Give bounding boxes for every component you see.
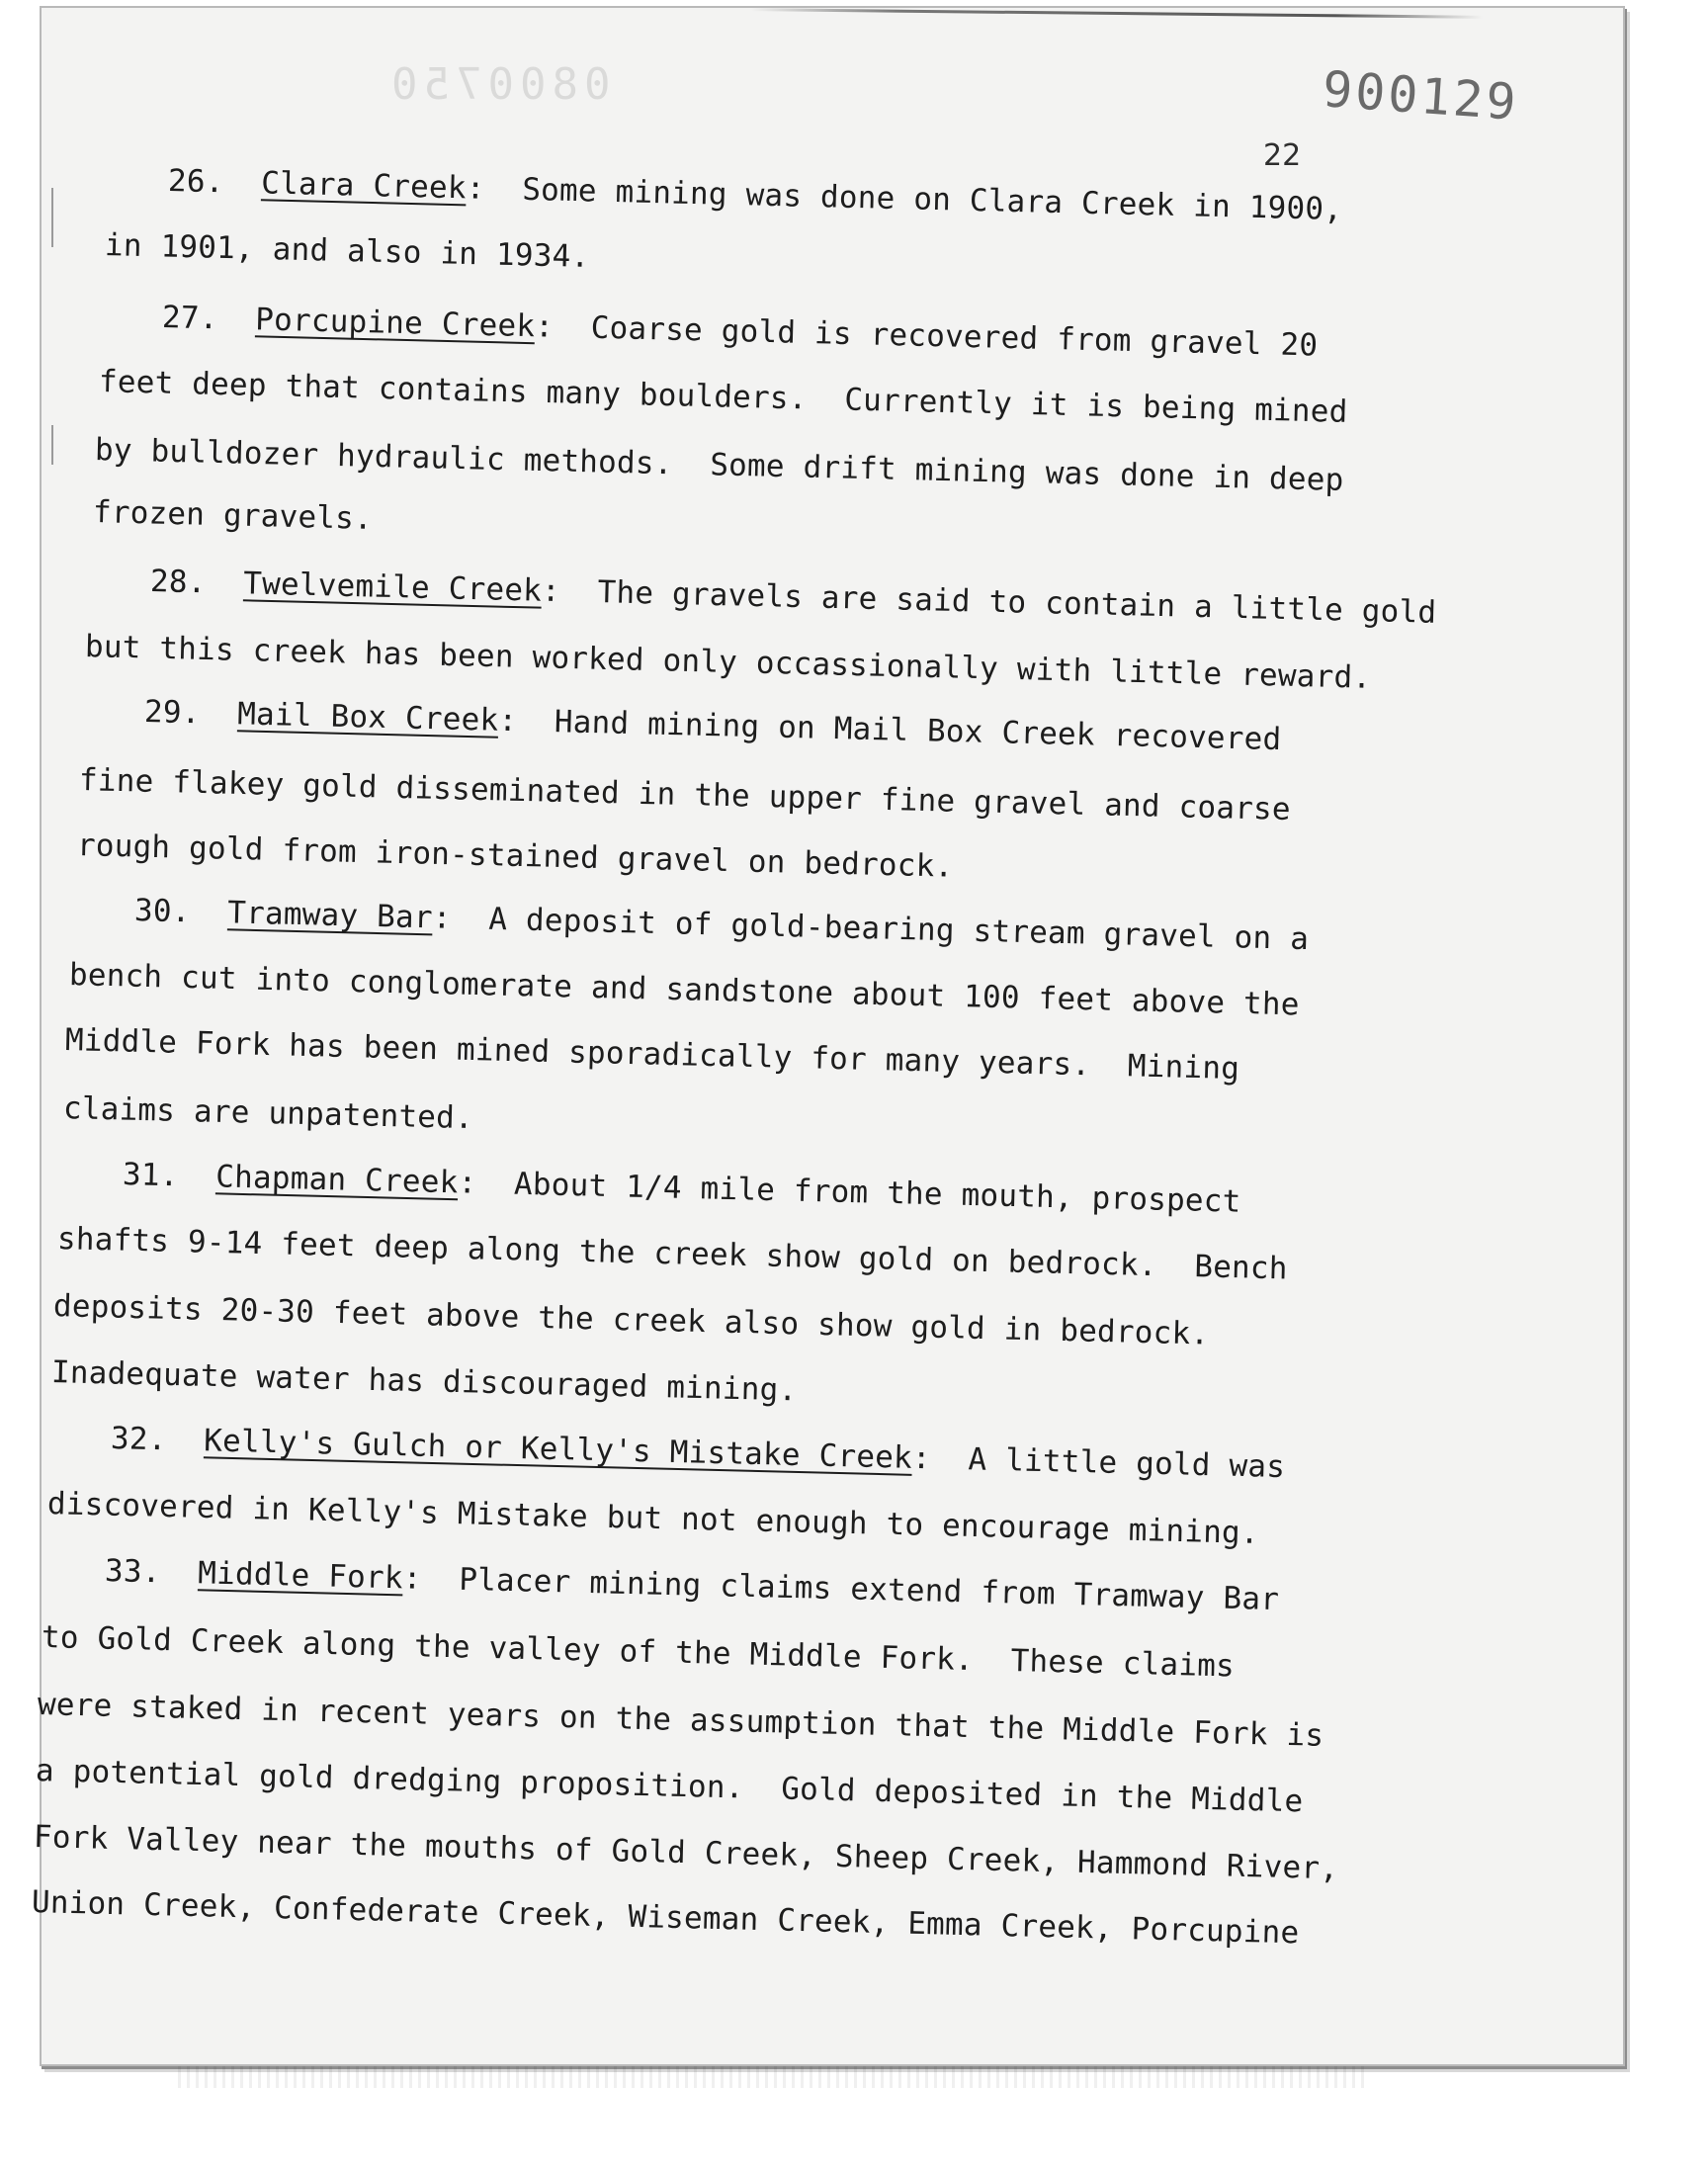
entry-line: were staked in recent years on the assumption that the Middle Fork is	[37, 1687, 1324, 1754]
entry-title: Chapman Creek	[214, 1159, 459, 1201]
entry-title: Clara Creek	[260, 165, 468, 207]
entry-number: 33.	[104, 1553, 162, 1591]
entry-line: Union Creek, Confederate Creek, Wiseman Creek, Emma Creek, Porcupine	[31, 1884, 1300, 1952]
entry-title: Tramway Bar	[226, 895, 434, 936]
entry-title: Porcupine Creek	[254, 302, 536, 345]
bleed-through-number: 0800750	[385, 59, 611, 110]
entry-line: by bulldozer hydraulic methods. Some drift mining was done in deep	[94, 432, 1344, 498]
entry-line: shafts 9-14 feet deep along the creek show gold on bedrock. Bench	[56, 1221, 1289, 1287]
entry-text: A deposit of gold-bearing stream gravel on a	[487, 901, 1310, 958]
stamped-document-number: 900129	[1321, 60, 1521, 131]
entry-title: Mail Box Creek	[236, 696, 499, 739]
entry-text: The gravels are said to contain a little gold	[597, 574, 1437, 631]
page-number: 22	[1263, 138, 1302, 173]
entry-line: frozen gravels.	[92, 494, 374, 537]
entry-first-line: 27. Porcupine Creek: Coarse gold is recovered from gravel 20	[161, 300, 1319, 364]
entry-title: Kelly's Gulch or Kelly's Mistake Creek	[203, 1423, 913, 1476]
entry-line: Inadequate water has discouraged mining.	[50, 1354, 798, 1409]
entry-text: Placer mining claims extend from Tramway Bar	[458, 1561, 1280, 1618]
entry-line: feet deep that contains many boulders. Currently it is being mined	[98, 364, 1348, 430]
entry-first-line: 26. Clara Creek: Some mining was done on Clara Creek in 1900,	[167, 163, 1343, 228]
entry-first-line: 29. Mail Box Creek: Hand mining on Mail Box Creek recovered	[143, 694, 1282, 758]
entry-first-line: 33. Middle Fork: Placer mining claims extend from Tramway Bar	[104, 1553, 1280, 1618]
entry-line: Middle Fork has been mined sporadically for many years. Mining	[64, 1022, 1240, 1088]
entry-line: to Gold Creek along the valley of the Middle Fork. These claims	[41, 1619, 1236, 1685]
entry-number: 26.	[167, 163, 225, 201]
entry-text: A little gold was	[968, 1441, 1286, 1486]
entry-text: Hand mining on Mail Box Creek recovered	[554, 704, 1282, 758]
entry-line: claims are unpatented.	[62, 1090, 474, 1137]
entry-first-line: 28. Twelvemile Creek: The gravels are said to contain a little gold	[149, 564, 1437, 631]
entry-line: discovered in Kelly's Mistake but not enough to encourage mining.	[46, 1486, 1260, 1551]
entry-number: 28.	[149, 564, 208, 601]
entry-line: bench cut into conglomerate and sandstone about 100 feet above the	[68, 957, 1301, 1023]
entry-first-line: 30. Tramway Bar: A deposit of gold-bearing stream gravel on a	[133, 893, 1310, 958]
entry-line: deposits 20-30 feet above the creek also show gold in bedrock.	[52, 1288, 1210, 1352]
entry-number: 31.	[122, 1157, 180, 1194]
entry-line: a potential gold dredging proposition. Gold deposited in the Middle	[35, 1753, 1304, 1820]
entry-number: 32.	[110, 1421, 168, 1458]
entry-title: Middle Fork	[197, 1555, 404, 1597]
entry-first-line: 31. Chapman Creek: About 1/4 mile from the mouth, prospect	[122, 1157, 1241, 1220]
entry-title: Twelvemile Creek	[242, 566, 543, 609]
entry-line: Fork Valley near the mouths of Gold Creek, Sheep Creek, Hammond River,	[33, 1819, 1339, 1887]
entry-number: 30.	[133, 893, 192, 930]
entry-number: 27.	[161, 300, 219, 337]
entry-line: but this creek has been worked only occassionally with little reward.	[84, 629, 1372, 696]
entry-line: in 1901, and also in 1934.	[104, 227, 590, 275]
entry-text: Coarse gold is recovered from gravel 20	[590, 309, 1319, 364]
entry-first-line: 32. Kelly's Gulch or Kelly's Mistake Creek: A little gold was	[110, 1421, 1286, 1486]
entry-number: 29.	[143, 694, 202, 732]
entry-line: rough gold from iron-stained gravel on bedrock.	[76, 827, 954, 885]
entry-text: Some mining was done on Clara Creek in 1900,	[521, 171, 1343, 228]
entry-text: About 1/4 mile from the mouth, prospect	[513, 1166, 1241, 1220]
entry-line: fine flakey gold disseminated in the upper fine gravel and coarse	[78, 762, 1292, 827]
